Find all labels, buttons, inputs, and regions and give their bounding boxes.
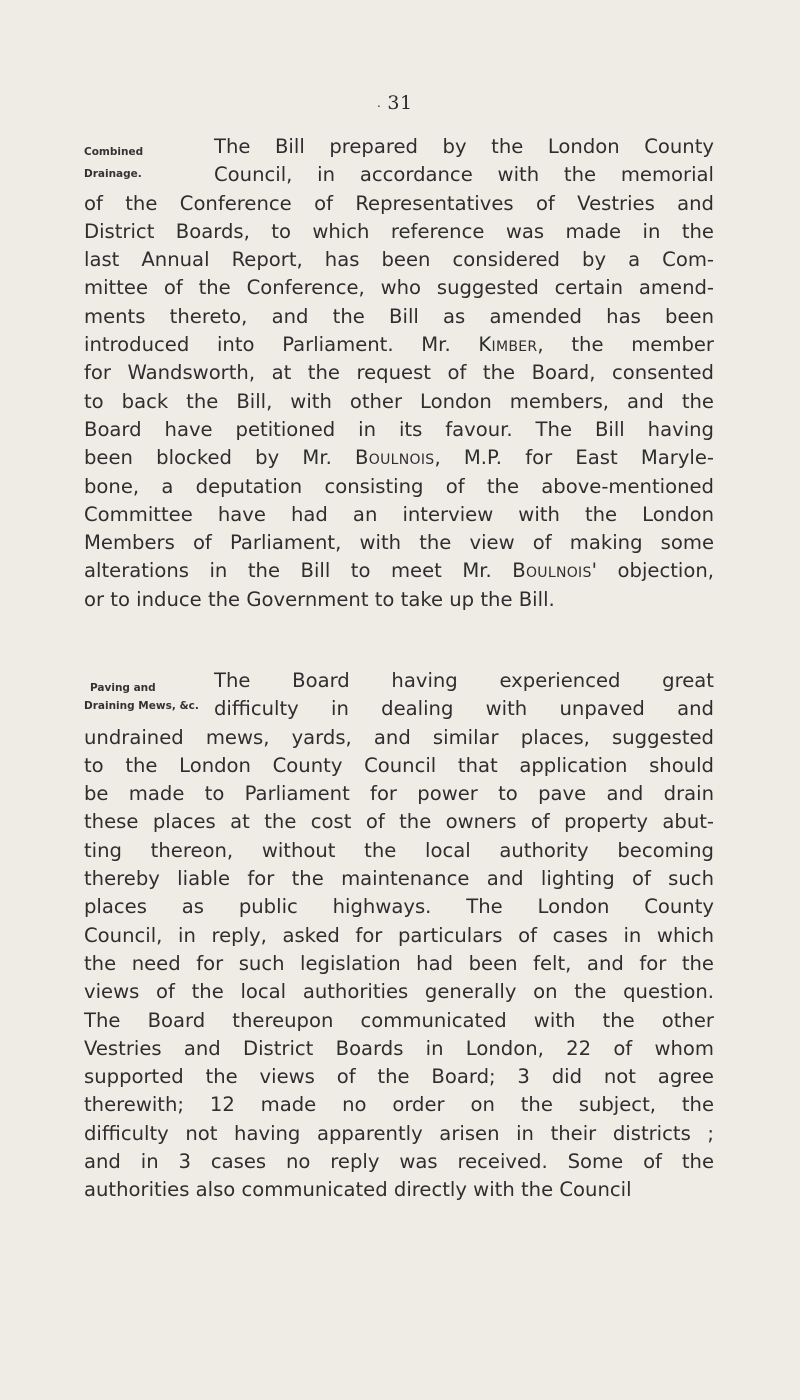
text-line: The Board having experienced great [214,669,714,692]
text-line: The Board thereupon communicated with the other [84,1008,714,1032]
sidenote-line: Paving and [90,682,156,694]
text-line: of the Conference of Representatives of Vestries and [84,191,714,215]
sidenote-line: Drainage. [84,168,142,180]
paragraph-paving-draining [84,667,714,1205]
text-line: Vestries and District Boards in London, 22 of whom [84,1036,714,1060]
text-line: or to induce the Government to take up the Bill. [84,587,555,611]
text-line: Members of Parliament, with the view of making some [84,531,714,555]
text-line: Committee have had an interview with the London [84,502,714,526]
text-line: these places at the cost of the owners of property abut- [84,810,714,834]
text-line: introduced into Parliament. Mr. Kimber, the member [84,333,714,357]
text-line: mittee of the Conference, who suggested certain amend- [84,276,714,300]
text-line: therewith; 12 made no order on the subject, the [84,1093,714,1117]
text-line: the need for such legislation had been felt, and for the [84,951,714,975]
text-line: for Wandsworth, at the request of the Board, consented [84,361,714,385]
text-line: ting thereon, without the local authority becoming [84,838,714,862]
text-line: supported the views of the Board; 3 did not agree [84,1065,714,1089]
text-line: Board have petitioned in its favour. The Bill having [84,417,714,441]
text-line: and in 3 cases no reply was received. Some of the [84,1150,714,1174]
text-line: to the London County Council that application should [84,753,714,777]
text-line: The Bill prepared by the London County [214,135,714,158]
text-line: bone, a deputation consisting of the above-mentioned [84,474,714,498]
sidenote-line: Draining Mews, &c. [84,700,199,712]
page-number-text: 31 [387,92,413,114]
page-number-dot: . [377,96,382,110]
text-line: be made to Parliament for power to pave and drain [84,782,714,806]
text-line: Council, in accordance with the memorial [214,163,714,187]
text-line: ments thereto, and the Bill as amended has been [84,304,714,328]
text-line: last Annual Report, has been considered by a Com- [84,248,714,272]
text-line: places as public highways. The London County [84,895,714,919]
text-line: difficulty not having apparently arisen in their districts ; [84,1121,714,1145]
text-line: been blocked by Mr. Boulnois, M.P. for East Maryle- [84,446,714,470]
text-line: alterations in the Bill to meet Mr. Boulnois' objection, [84,559,714,583]
paragraph-combined-drainage [84,133,714,614]
text-line: Council, in reply, asked for particulars of cases in which [84,923,714,947]
text-line: District Boards, to which reference was made in the [84,219,714,243]
text-line: authorities also communicated directly with the Council [84,1178,632,1202]
text-line: difficulty in dealing with unpaved and [214,697,714,721]
sidenote-line: Combined [84,146,144,158]
text-line: views of the local authorities generally on the question. [84,980,714,1004]
text-line: undrained mews, yards, and similar places, suggested [84,725,714,749]
page-number [0,92,800,114]
text-line: thereby liable for the maintenance and lighting of such [84,867,714,891]
text-line: to back the Bill, with other London members, and the [84,389,714,413]
